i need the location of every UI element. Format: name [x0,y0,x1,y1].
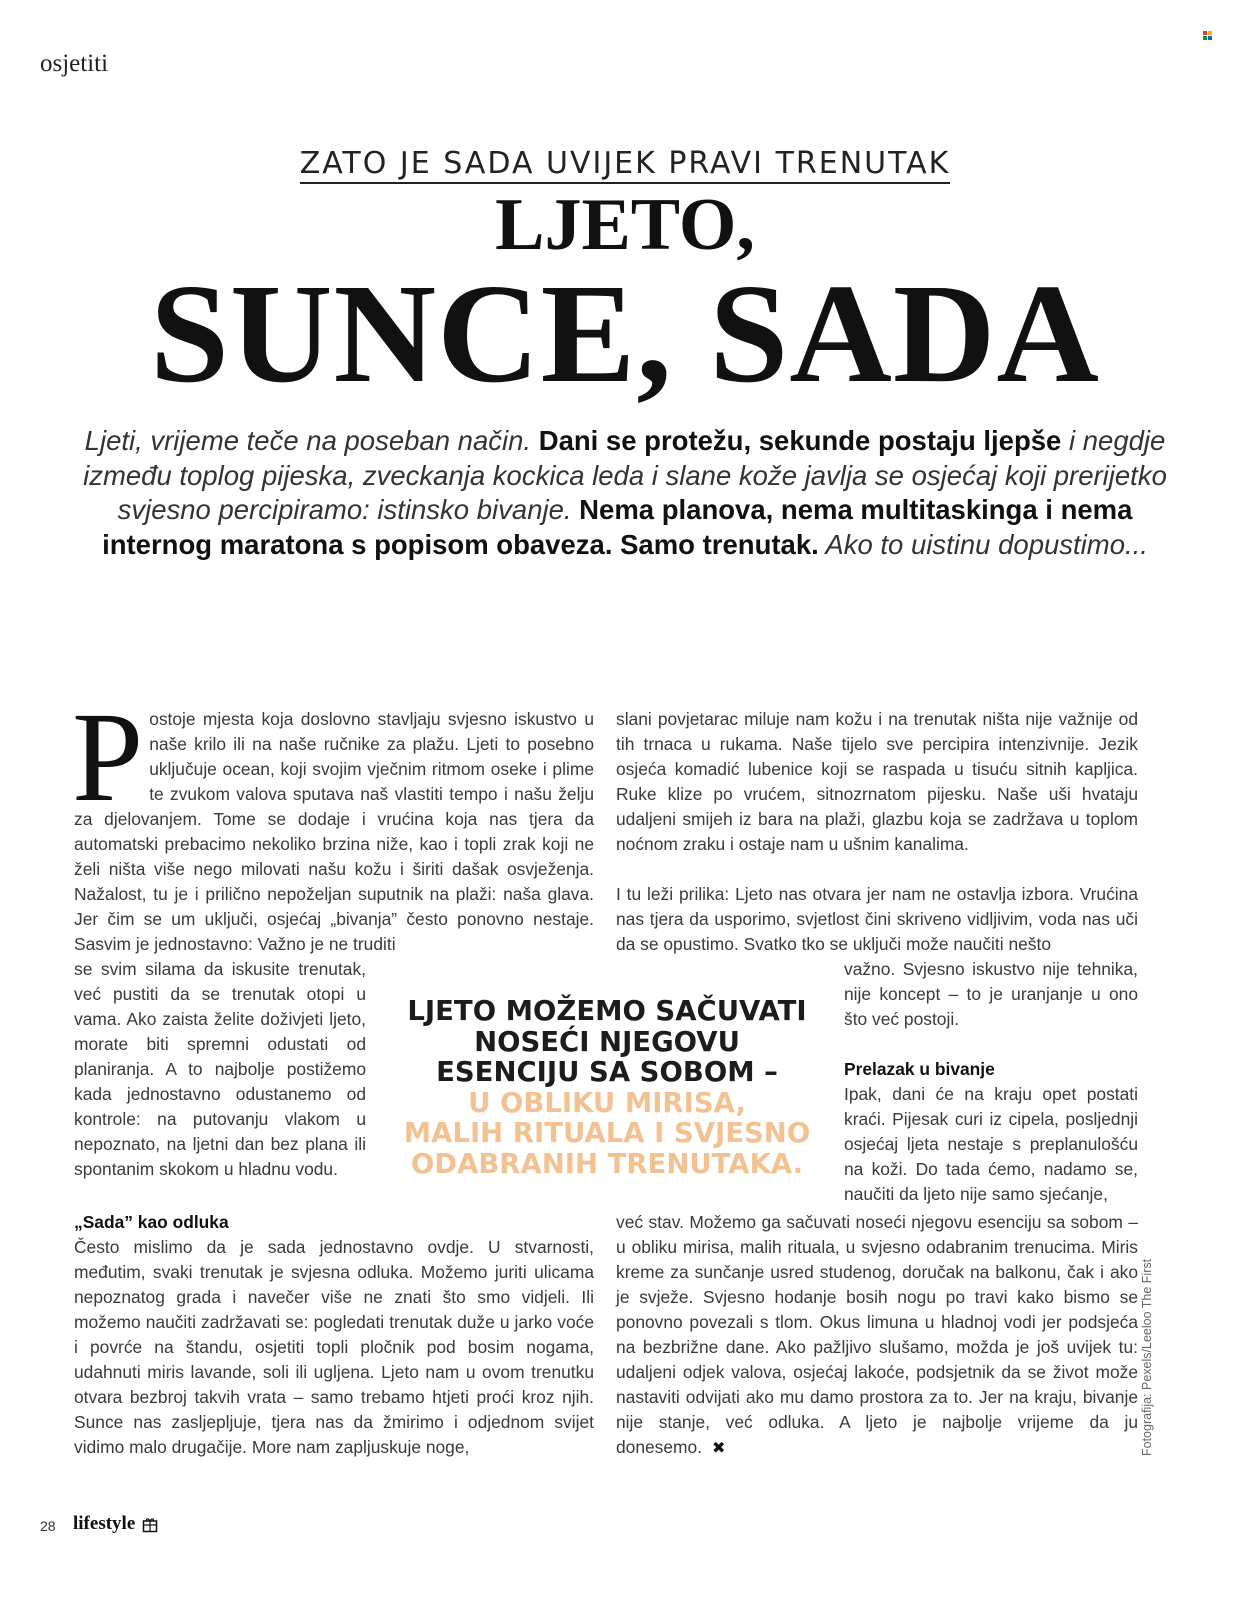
body-left-bottom [74,1210,594,1460]
drop-cap: P [72,686,144,828]
subhead-sada-kao-odluka: „Sada” kao odluka [74,1212,229,1232]
pull-quote [392,996,822,1179]
body-text-right-p2: I tu leži prilika: Ljeto nas otvara jer nam ne ostavlja izbora. Vrućina nas tjera da usporimo, svjetlost čini skriveno vidljivim, voda nas uči da se opustimo. Svatko tko se uključi može naučiti nešto [616,884,1138,954]
body-text-right-bottom [616,1210,1138,1461]
body-right-top [616,707,1138,957]
section-label: osjetiti [40,50,109,77]
photo-credit: Fotografija: Pexels/Leeloo The First [1140,1258,1154,1456]
pull-quote-line-3: ESENCIJU SA SOBOM – [436,1056,778,1088]
page-number: 28 [40,1518,56,1534]
subhead-prelazak-u-bivanje: Prelazak u bivanje [844,1059,995,1079]
lead-part-4: Nema planova, nema multitaskinga i nema internog maratona s popisom obaveza. Samo trenutak. [102,494,1133,560]
lead-paragraph [60,424,1190,562]
kicker [0,146,1250,181]
body-left-top [72,686,594,957]
end-cross-icon: ✖ [712,1440,726,1457]
magazine-logo: lifestyle [73,1513,136,1534]
body-text-left-bottom: Često mislimo da je sada jednostavno ovdje. U stvarnosti, međutim, svaki trenutak je svjesna odluka. Možemo juriti ulicama nepoznatog grada i navečer više ne znati što smo vidjeli. Ili možemo naučiti zadržavati se: pogledati trenutak duže u jarko voće i povrće na štandu, osjetiti topli pločnik pod bosim nogama, udahnuti miris lavande, soli ili ugljena. Ljeto nam u ovom trenutku otvara bezbroj takvih vrata – samo trebamo htjeti proći kroz njih. Sunce nas zasljepljuje, tjera nas da žmirimo i odjednom svijet vidimo malo drugačije. More nam zapljuskuje noge, [74,1237,594,1457]
body-text-right-mid: važno. Svjesno iskustvo nije tehnika, nije koncept – to je uranjanje u ono što već postoji. [844,959,1138,1029]
kicker-text: ZATO JE SADA UVIJEK PRAVI TRENUTAK [300,146,951,184]
pull-quote-line-5: MALIH RITUALA I SVJESNO [403,1117,811,1149]
pull-quote-line-2: NOSEĆI NJEGOVU [474,1025,740,1058]
gift-box-icon [142,1517,158,1538]
color-mark-icon [1203,31,1212,40]
body-right-mid [844,957,1138,1207]
headline-line-2: SUNCE, SADA [150,254,1100,412]
lead-part-2: Dani se protežu, sekunde postaju ljepše [538,425,1062,456]
body-right-bottom [616,1210,1138,1461]
body-text-right-bottom-text: već stav. Možemo ga sačuvati noseći njegovu esenciju sa sobom – u obliku mirisa, malih rituala, u svjesno odabranim trenucima. Miris kreme za sunčanje usred studenog, doručak na balkonu, čak i ako je svježe. Svjesno hodanje bosih nogu po travi kako bismo se ponovno povezali s tlom. Okus limuna u hladnoj vodi jer podsjeća na bezbrižne dane. Ako pažljivo slušamo, možda je još uvijek tu: udaljeni odjek valova, osjećaj lakoće, podsjetnik da se život može nastaviti odvijati ako mu damo prostora za to. Jer na kraju, bivanje nije stanje, već odluka. A ljeto je najbolje vrijeme da ju donesemo. [616,1212,1138,1457]
lead-part-3: i negdje između toplog pijeska, zveckanja kockica leda i slane kože javlja se osjećaj koji prerijetko svjesno percipiramo: istinsko bivanje. [83,425,1167,525]
pull-quote-line-4: U OBLIKU MIRISA, [468,1086,746,1119]
body-text-left-top: ostoje mjesta koja doslovno stavljaju svjesno iskustvo u naše krilo ili na naše ručnike za plažu. Ljeti to posebno uključuje ocean, koji svojim vječnim ritmom oseke i plime te zvukom valova sputava naš vlastiti tempo i našu želju za djelovanjem. Tome se dodaje i vrućina koja nas tjera da automatski prebacimo nekoliko brzina niže, kao i topli zrak koji ne želi ništa više nego milovati našu kožu i širiti dašak osvježenja. Nažalost, tu je i prilično nepoželjan suputnik na plaži: naša glava. Jer čim se um uključi, osjećaj „bivanja” često ponovno nestaje. Sasvim je jednostavno: Važno je ne truditi [74,709,594,954]
body-left-mid [74,957,366,1182]
pull-quote-line-1: LJETO MOŽEMO SAČUVATI [407,995,807,1027]
body-text-left-mid: se svim silama da iskusite trenutak, već pustiti da se trenutak otopi u vama. Ako zaista želite doživjeti ljeto, morate biti spremni odustati od planiranja. A to najbolje postižemo kada jednostavno odustanemo od kontrole: na putovanju vlakom u nepoznato, na ljetni dan bez plana ili spontanim skokom u hladnu vodu. [74,959,366,1179]
lead-part-1: Ljeti, vrijeme teče na poseban način. [84,425,539,456]
body-text-right-mid-2: Ipak, dani će na kraju opet postati kraći. Pijesak curi iz cipela, posljednji osjećaj ljeta nestaje s preplanulošću na koži. Do tada ćemo, nadamo se, naučiti da ljeto nije samo sjećanje, [844,1084,1138,1204]
lead-part-5: Ako to uistinu dopustimo... [818,528,1148,560]
pull-quote-line-6: ODABRANIH TRENUTAKA. [410,1147,804,1180]
body-text-right-p1: slani povjetarac miluje nam kožu i na trenutak ništa nije važnije od tih trnaca u rukama. Naše tijelo sve percipira intenzivnije. Jezik osjeća komadić lubenice koji se raspada u tisuću sitnih kapljica. Ruke klize po vrućem, sitnozrnatom pijesku. Naše uši hvataju udaljeni smijeh iz bara na plaži, glazbu koja se zadržava u toplom noćnom zraku i ostaje nam u ušnim kanalima. [616,709,1138,854]
headline-line-1: LJETO, [495,184,755,266]
